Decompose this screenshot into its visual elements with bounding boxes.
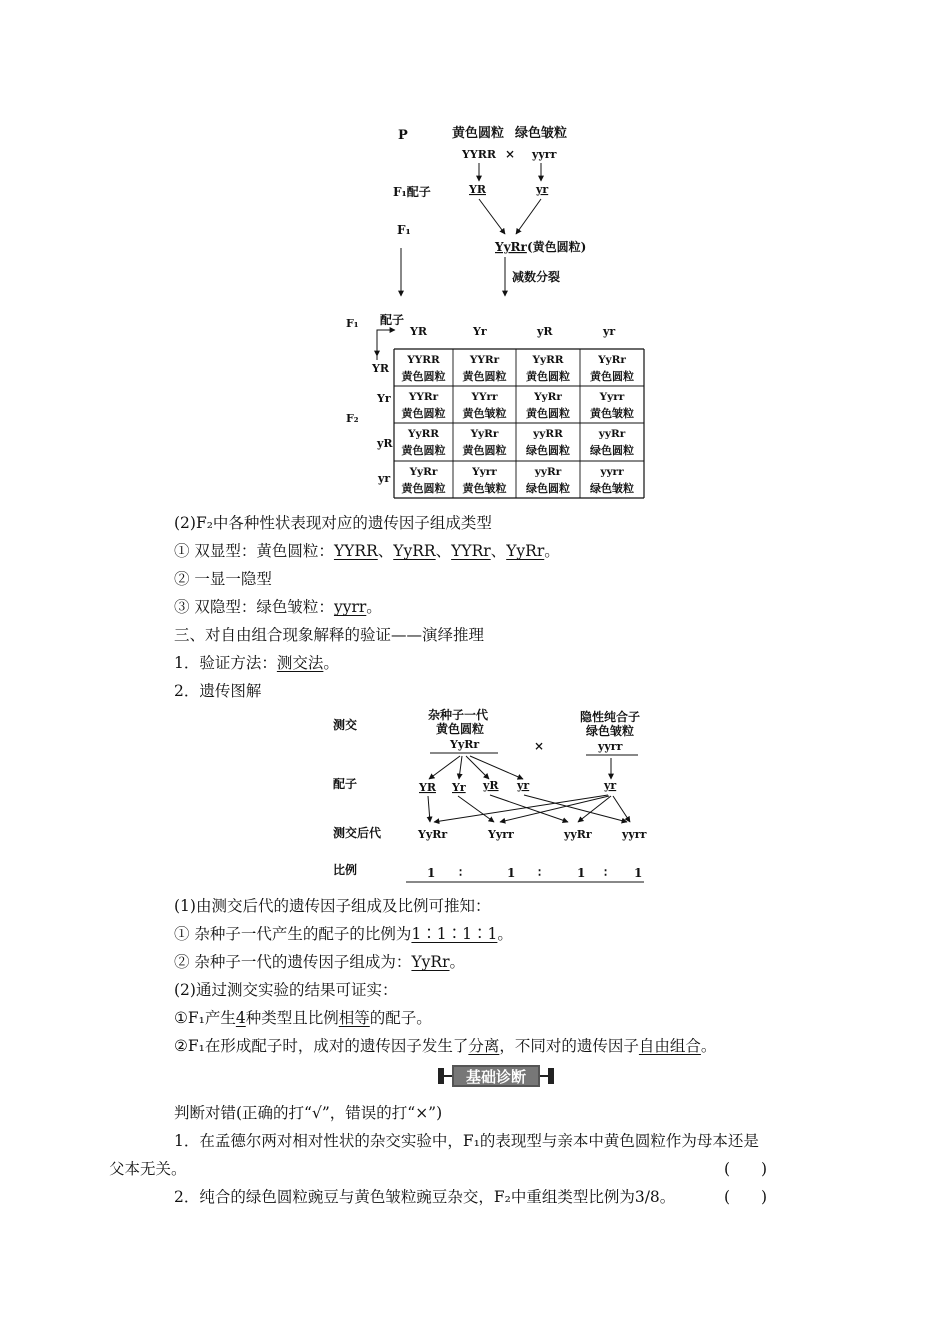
f1-gamete-label: F₁配子 — [393, 185, 431, 199]
recessive-title: 隐性纯合子 — [580, 710, 641, 724]
separator: 、 — [435, 542, 452, 560]
p-label: P — [398, 128, 408, 143]
ratio-colon-2: ∶ — [538, 866, 542, 880]
gamete-types-mid: 种类型且比例 — [245, 1009, 339, 1027]
arrow-recessive-offspring-4 — [613, 796, 630, 822]
gamete-types-suffix: 的配子。 — [369, 1009, 432, 1027]
banner-title: 基础诊断 — [465, 1068, 526, 1086]
punnett-cell-genotype: Yyrr — [472, 466, 497, 478]
offspring-4: yyrr — [622, 828, 647, 841]
arrow-recessive-offspring-1 — [434, 795, 608, 822]
period: 。 — [497, 925, 513, 943]
row-header-3: yR — [377, 437, 393, 450]
punnett-cell-genotype: YyRR — [532, 354, 564, 366]
row-header-4: yr — [378, 472, 391, 485]
parent2-phenotype: 绿色皱粒 — [515, 126, 568, 141]
f2-label: F₂ — [346, 412, 359, 425]
col-header-3: yR — [537, 325, 553, 338]
hybrid-genotype-line — [174, 950, 465, 972]
hybrid-gamete-3: yR — [483, 779, 499, 792]
double-dominant-line — [174, 539, 560, 561]
punnett-cell-genotype: yyRr — [534, 466, 562, 478]
single-dominant-line: ② 一显一隐型 — [174, 570, 272, 588]
ratio-colon-3: ∶ — [604, 866, 608, 880]
ratio-value-3: 1 — [577, 866, 586, 880]
arrow-gamete1-f1 — [479, 199, 505, 234]
segregation-term: 分离 — [468, 1037, 500, 1055]
instruction-line: 判断对错(正确的打“√”，错误的打“×”) — [174, 1104, 443, 1122]
question-2-text: 2．纯合的绿色圆粒豌豆与黄色皱粒豌豆杂交，F₂中重组类型比例为3/8。 — [174, 1188, 676, 1206]
f1-gametes-label: F₁ — [346, 317, 359, 330]
arrow-offspring-2 — [458, 796, 494, 822]
hybrid-title: 杂种子一代 — [428, 708, 489, 722]
segregation-line — [174, 1034, 716, 1056]
punnett-cell-phenotype: 黄色皱粒 — [590, 407, 634, 420]
testcross-diagram — [0, 700, 950, 890]
arrow-offspring-4 — [524, 795, 627, 822]
ratio-value-1: 1 — [427, 866, 436, 880]
question-2-line — [174, 1185, 675, 1207]
genetic-diagram-heading: 2．遗传图解 — [174, 682, 262, 700]
gamete-yr-upper: YR — [469, 183, 486, 196]
f2-genotype-heading: (2)F₂中各种性状表现对应的遗传因子组成类型 — [174, 514, 492, 532]
ratio-value-2: 1 — [507, 866, 516, 880]
confirmation-heading: (2)通过测交实验的结果可证实： — [174, 981, 398, 999]
punnett-cell-phenotype: 绿色皱粒 — [590, 482, 634, 495]
double-recessive-line — [174, 595, 382, 617]
ratio-value-4: 1 — [634, 866, 643, 880]
punnett-cell-genotype: YyRR — [407, 428, 440, 440]
period: 。 — [366, 598, 382, 616]
punnett-cell-genotype: YyRr — [409, 466, 438, 478]
period: 。 — [449, 953, 466, 971]
inference-heading: (1)由测交后代的遗传因子组成及比例可推知： — [174, 897, 491, 915]
ratio-colon-1: ∶ — [459, 866, 463, 880]
ratio-label: 比例 — [333, 863, 358, 877]
recessive-gamete: yr — [604, 779, 617, 792]
hybrid-genotype-prefix: ② 杂种子一代的遗传因子组成为： — [174, 953, 412, 971]
f1-phenotype: (黄色圆粒) — [527, 240, 587, 254]
answer-bracket-1[interactable]: ( ) — [724, 1160, 768, 1178]
offspring-label: 测交后代 — [333, 826, 382, 840]
gametes-label: 配子 — [380, 313, 405, 327]
punnett-cell-phenotype: 绿色圆粒 — [526, 482, 570, 495]
offspring-1: YyRr — [418, 828, 448, 841]
double-recessive-prefix: ③ 双隐型：绿色皱粒： — [174, 598, 334, 616]
gamete-yr-lower: yr — [536, 183, 549, 196]
separator: 、 — [377, 542, 394, 560]
punnett-cell-phenotype: 黄色圆粒 — [462, 370, 507, 383]
gamete-ratio-prefix: ① 杂种子一代产生的配子的比例为 — [174, 925, 412, 943]
punnett-cell-genotype: YYRr — [469, 354, 500, 366]
punnett-cell-genotype: yyRR — [533, 428, 563, 440]
cross-symbol: × — [505, 147, 516, 161]
offspring-3: yyRr — [564, 828, 592, 841]
genotype-yyrr-3: YYRr — [451, 542, 491, 560]
col-header-2: Yr — [473, 325, 487, 338]
col-header-1: YR — [410, 325, 427, 338]
parent2-genotype: yyrr — [532, 148, 557, 161]
gamete-equal: 相等 — [338, 1009, 370, 1027]
punnett-cell-phenotype: 黄色圆粒 — [526, 407, 570, 420]
punnett-cell-phenotype: 黄色皱粒 — [462, 407, 507, 420]
offspring-2: Yyrr — [488, 828, 514, 841]
col-header-4: yr — [603, 325, 616, 338]
punnett-cell-genotype: YYRR — [407, 354, 440, 366]
punnett-cell-phenotype: 黄色圆粒 — [401, 482, 446, 495]
section-banner — [438, 1065, 554, 1087]
genotype-yyrr-2: YyRR — [393, 542, 436, 560]
punnett-cell-genotype: YYRr — [408, 391, 439, 403]
parent1-phenotype: 黄色圆粒 — [452, 126, 505, 141]
verification-method-prefix: 1．验证方法： — [174, 654, 277, 672]
row-header-1: YR — [372, 362, 389, 375]
punnett-cell-genotype: YYrr — [471, 391, 498, 403]
gamete-type-count: 4 — [235, 1009, 246, 1027]
gamete-ratio-value: 1∶1∶1∶1 — [411, 925, 498, 943]
gamete-types-line — [174, 1006, 432, 1028]
genotype-yyrr-4: YyRr — [506, 542, 545, 560]
parent1-genotype: YYRR — [462, 148, 496, 161]
recessive-phenotype: 绿色皱粒 — [586, 724, 635, 738]
gamete-ratio-line — [174, 922, 513, 944]
f1-label: F₁ — [397, 223, 411, 237]
recessive-genotype: yyrr — [598, 740, 623, 753]
arrow-offspring-1 — [428, 796, 430, 822]
punnett-cell-phenotype: 黄色圆粒 — [526, 370, 570, 383]
hybrid-phenotype: 黄色圆粒 — [436, 722, 485, 736]
question-1-line-1: 1．在孟德尔两对相对性状的杂交实验中，F₁的表现型与亲本中黄色圆粒作为母本还是 — [174, 1132, 759, 1150]
meiosis-label: 减数分裂 — [512, 270, 561, 284]
punnett-cell-phenotype: 黄色圆粒 — [590, 370, 634, 383]
punnett-cell-phenotype: 黄色圆粒 — [462, 444, 507, 457]
hybrid-genotype-value: YyRr — [411, 953, 450, 971]
hybrid-gamete-2: Yr — [452, 781, 466, 794]
verification-method-line — [174, 651, 339, 673]
punnett-cell-phenotype: 黄色圆粒 — [401, 370, 446, 383]
period: 。 — [700, 1037, 717, 1055]
testcross-method: 测交法 — [276, 654, 324, 672]
period: 。 — [544, 542, 560, 560]
f1-genotype: YyRr — [495, 240, 527, 254]
gamete-label: 配子 — [333, 777, 358, 791]
row-header-2: Yr — [377, 392, 391, 405]
double-dominant-prefix: ① 双显型：黄色圆粒： — [174, 542, 334, 560]
punnett-cell-phenotype: 黄色圆粒 — [401, 407, 446, 420]
separator: 、 — [490, 542, 507, 560]
genotype-yyrr-1: YYRR — [333, 542, 378, 560]
hybrid-gamete-4: yr — [517, 779, 530, 792]
genotype-yyrr-recessive: yyrr — [333, 598, 367, 616]
arrow-hybrid-gamete-2 — [459, 756, 462, 779]
punnett-cell-genotype: YyRr — [534, 391, 562, 403]
hybrid-genotype: YyRr — [450, 738, 480, 751]
hybrid-gamete-1: YR — [419, 781, 436, 794]
punnett-cell-genotype: YyRr — [598, 354, 626, 366]
punnett-cell-genotype: YyRr — [470, 428, 499, 440]
punnett-cell-phenotype: 黄色圆粒 — [401, 444, 446, 457]
punnett-cell-genotype: yyrr — [600, 466, 624, 478]
question-1-line-2: 父本无关。 — [109, 1160, 187, 1178]
punnett-cell-phenotype: 绿色圆粒 — [526, 444, 570, 457]
gamete-axis-arrow — [377, 330, 395, 360]
section-three-heading: 三、对自由组合现象解释的验证——演绎推理 — [174, 626, 485, 644]
gamete-types-prefix: ①F₁产生 — [174, 1009, 236, 1027]
free-combination-term: 自由组合 — [638, 1037, 701, 1055]
testcross-cross-symbol: × — [534, 739, 545, 753]
punnett-cell-phenotype: 绿色圆粒 — [590, 444, 634, 457]
dihybrid-cross-diagram — [0, 0, 950, 510]
segregation-mid: ，不同对的遗传因子 — [499, 1037, 639, 1055]
punnett-cell-genotype: yyRr — [598, 428, 626, 440]
punnett-cell-genotype: Yyrr — [599, 391, 625, 403]
answer-bracket-2[interactable]: ( ) — [724, 1188, 768, 1206]
testcross-label: 测交 — [333, 718, 358, 732]
arrow-hybrid-gamete-1 — [429, 756, 460, 779]
period: 。 — [323, 654, 339, 672]
punnett-grid — [394, 349, 644, 498]
segregation-prefix: ②F₁在形成配子时，成对的遗传因子发生了 — [174, 1037, 469, 1055]
punnett-cell-phenotype: 黄色皱粒 — [462, 482, 507, 495]
arrow-gamete2-f1 — [516, 199, 541, 234]
